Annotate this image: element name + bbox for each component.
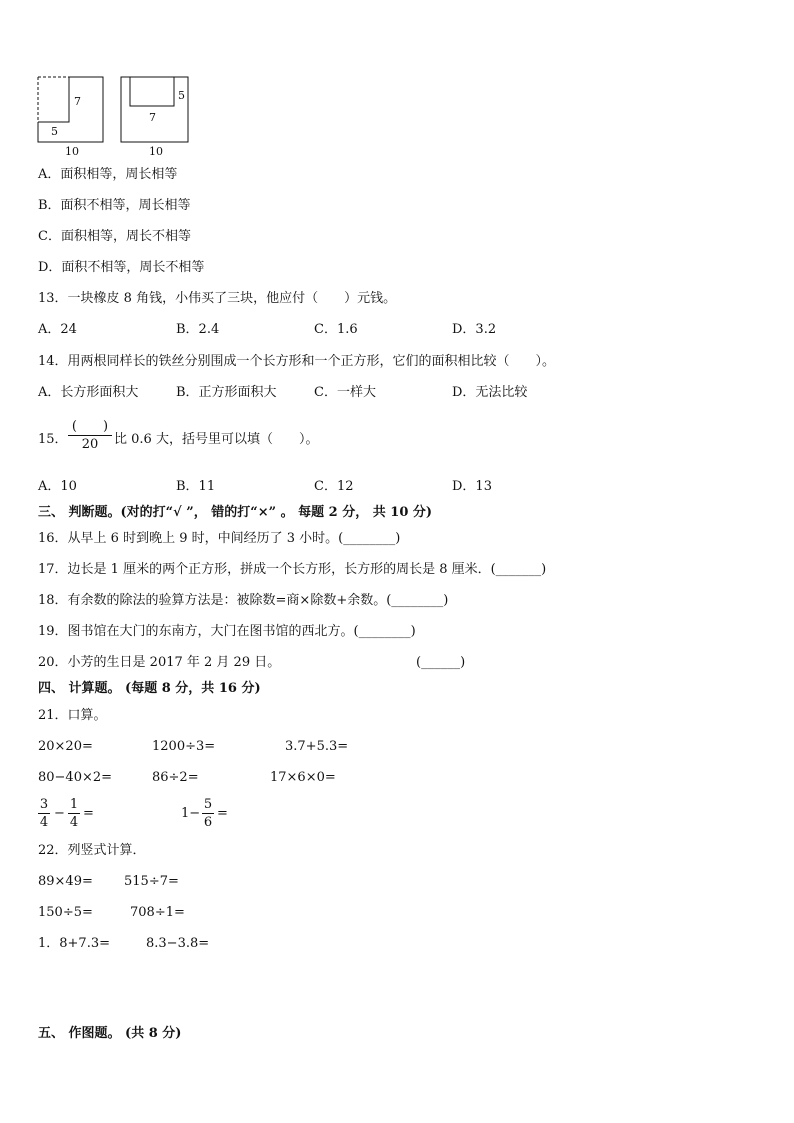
- q21-frac-a-second: [68, 797, 80, 830]
- q14-text: 14．用两根同样长的铁丝分别围成一个长方形和一个正方形，它们的面积相比较（ ）。: [38, 354, 556, 369]
- q13-option-d: D．3.2: [452, 322, 497, 337]
- l-shape: [38, 77, 103, 142]
- q15-prefix: 15．: [38, 432, 68, 447]
- figure-left: [36, 74, 106, 160]
- fraction-bar: [202, 813, 214, 814]
- q15-option-d: D．13: [452, 479, 492, 494]
- q22-r3-c2: 8.3−3.8=: [146, 936, 210, 951]
- q21-frac-a-equals: =: [83, 806, 94, 821]
- label-left: 5: [51, 125, 58, 138]
- q12-option-c: C．面积相等，周长不相等: [38, 229, 191, 244]
- denominator: 4: [69, 815, 79, 830]
- q21-r2-c1: 80−40×2=: [38, 770, 113, 785]
- q15-suffix: 比 0.6 大，括号里可以填（ ）。: [114, 432, 319, 447]
- q12-option-a: A．面积相等，周长相等: [38, 167, 178, 182]
- q14-option-d: D．无法比较: [452, 385, 528, 400]
- q14-option-b: B．正方形面积大: [176, 385, 277, 400]
- fraction-bar: [68, 435, 112, 436]
- label-right: 5: [178, 89, 185, 102]
- fraction-bar: [38, 813, 50, 814]
- q21-r1-c1: 20×20=: [38, 739, 93, 754]
- q14-option-a: A．长方形面积大: [38, 385, 139, 400]
- q21-r2-c2: 86÷2=: [152, 770, 199, 785]
- q20-text: 20．小芳的生日是 2017 年 2 月 29 日。: [38, 655, 281, 670]
- q20-blank: (______): [416, 655, 466, 670]
- q16-text: 16．从早上 6 时到晚上 9 时，中间经历了 3 小时。(________): [38, 531, 401, 546]
- section-5-heading: 五、 作图题。 (共 8 分): [38, 1026, 182, 1041]
- q21-frac-a-first: [38, 797, 50, 830]
- fraction-bar: [68, 813, 80, 814]
- q12-option-d: D．面积不相等，周长不相等: [38, 260, 205, 275]
- q21-frac-b-equals: =: [217, 806, 228, 821]
- numerator: 1: [69, 797, 79, 812]
- q15-fraction-numerator: ( ): [71, 419, 109, 434]
- section-4-heading: 四、 计算题。 (每题 8 分，共 16 分): [38, 681, 261, 696]
- q22-r2-c1: 150÷5=: [38, 905, 93, 920]
- q21-r1-c3: 3.7+5.3=: [285, 739, 349, 754]
- figure-right: [118, 74, 192, 160]
- q13-option-b: B．2.4: [176, 322, 220, 337]
- q21-frac-b-fraction: [202, 797, 214, 830]
- q13-option-a: A．24: [38, 322, 77, 337]
- section-3-heading: 三、 判断题。(对的打“√ ”， 错的打“×” 。 每题 2 分， 共 10 分): [38, 505, 433, 520]
- q15-option-a: A．10: [38, 479, 77, 494]
- q21-frac-b-lead: 1−: [181, 806, 201, 821]
- q15-option-b: B．11: [176, 479, 216, 494]
- q17-text: 17．边长是 1 厘米的两个正方形，拼成一个长方形，长方形的周长是 8 厘米．(_______): [38, 562, 547, 577]
- label-top: 7: [74, 95, 81, 108]
- numerator: 5: [203, 797, 213, 812]
- q21-frac-a-operator: −: [54, 806, 65, 821]
- label-bottom: 10: [149, 145, 163, 158]
- denominator: 4: [39, 815, 49, 830]
- q12-option-b: B．面积不相等，周长相等: [38, 198, 191, 213]
- q13-option-c: C．1.6: [314, 322, 358, 337]
- q15-fraction-denominator: 20: [81, 437, 99, 452]
- q22-r1-c2: 515÷7=: [124, 874, 179, 889]
- q21-title: 21．口算。: [38, 708, 107, 723]
- outer-rect: [121, 77, 188, 142]
- q22-r3-c1: 1．8+7.3=: [38, 936, 111, 951]
- denominator: 6: [203, 815, 213, 830]
- q22-title: 22．列竖式计算．: [38, 843, 146, 858]
- q13-text: 13．一块橡皮 8 角钱，小伟买了三块，他应付（ ）元钱。: [38, 291, 397, 306]
- q22-r2-c2: 708÷1=: [130, 905, 185, 920]
- q21-r2-c3: 17×6×0=: [270, 770, 336, 785]
- q18-text: 18．有余数的除法的验算方法是：被除数=商×除数+余数。(________): [38, 593, 449, 608]
- label-inner: 7: [149, 111, 156, 124]
- q15-fraction: [68, 419, 112, 452]
- q21-r1-c2: 1200÷3=: [152, 739, 216, 754]
- q14-option-c: C．一样大: [314, 385, 376, 400]
- q15-option-c: C．12: [314, 479, 354, 494]
- inner-cut: [130, 77, 174, 106]
- label-bottom: 10: [65, 145, 79, 158]
- q19-text: 19．图书馆在大门的东南方，大门在图书馆的西北方。(________): [38, 624, 416, 639]
- numerator: 3: [39, 797, 49, 812]
- q22-r1-c1: 89×49=: [38, 874, 93, 889]
